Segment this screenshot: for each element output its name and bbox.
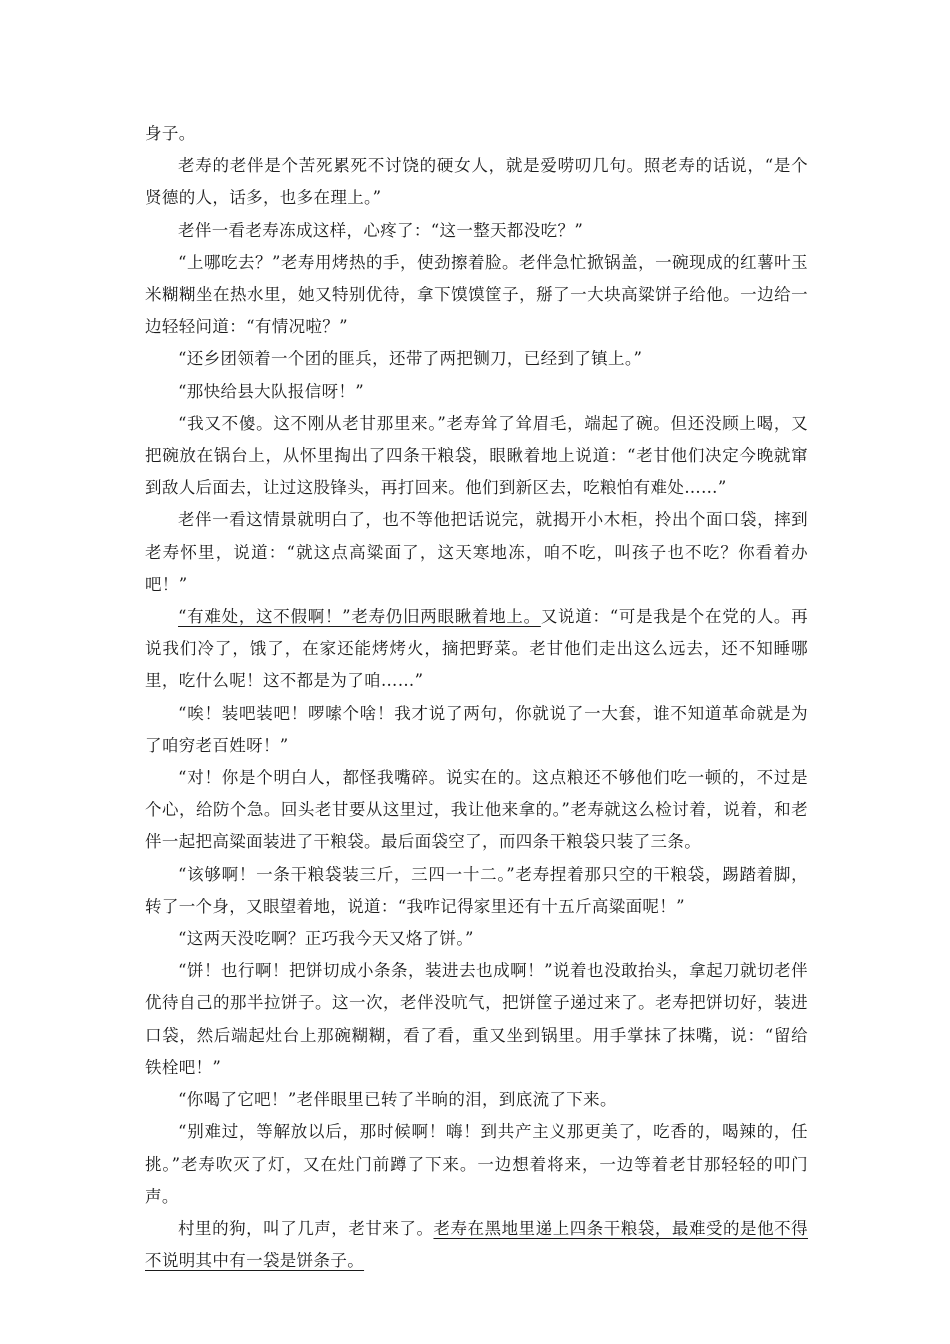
text-segment: 老伴一看这情景就明白了，也不等他把话说完，就揭开小木柜，拎出个面口袋，摔到老寿怀里，说道：“就这点高粱面了，这天寒地冻，咱不吃，叫孩子也不吃？你看着办吧！” bbox=[145, 510, 808, 594]
paragraph bbox=[145, 1116, 808, 1213]
text-segment: “上哪吃去？”老寿用烤热的手，使劲擦着脸。老伴急忙掀锅盖，一碗现成的红薯叶玉米糊糊坐在热水里，她又特别优待，拿下馍馍筐子，掰了一大块高粱饼子给他。一边给一边轻轻问道：“有情况啦？” bbox=[145, 252, 808, 337]
paragraph bbox=[145, 118, 808, 150]
text-segment: 村里的狗，叫了几声，老甘来了。 bbox=[178, 1218, 434, 1238]
underlined-text: “有难处，这不假啊！”老寿仍旧两眼瞅着地上。 bbox=[178, 607, 541, 627]
paragraph bbox=[145, 923, 808, 955]
paragraph bbox=[145, 150, 808, 214]
text-segment: 老伴一看老寿冻成这样，心疼了：“这一整天都没吃？” bbox=[178, 220, 584, 240]
paragraph bbox=[145, 343, 808, 375]
paragraph bbox=[145, 247, 808, 344]
paragraph bbox=[145, 376, 808, 408]
paragraph bbox=[145, 762, 808, 859]
paragraph bbox=[145, 601, 808, 698]
paragraph bbox=[145, 1213, 808, 1277]
paragraph bbox=[145, 1084, 808, 1116]
paragraph bbox=[145, 504, 808, 601]
text-segment: “我又不傻。这不刚从老甘那里来。”老寿耸了耸眉毛，端起了碗。但还没顾上喝，又把碗放在锅台上，从怀里掏出了四条干粮袋，眼瞅着地上说道：“老甘他们决定今晚就窜到敌人后面去，让过这股锋头，再打回来。他们到新区去，吃粮怕有难处……” bbox=[145, 413, 808, 498]
text-segment: “那快给县大队报信呀！” bbox=[178, 381, 365, 401]
text-segment: “这两天没吃啊？正巧我今天又烙了饼。” bbox=[178, 929, 474, 949]
paragraph bbox=[145, 215, 808, 247]
text-segment: 老寿的老伴是个苦死累死不讨饶的硬女人，就是爱唠叨几句。照老寿的话说，“是个贤德的人，话多，也多在理上。” bbox=[145, 156, 808, 208]
text-segment: “唉！装吧装吧！啰嗦个啥！我才说了两句，你就说了一大套，谁不知道革命就是为了咱穷老百姓呀！” bbox=[145, 703, 808, 755]
paragraph bbox=[145, 955, 808, 1084]
paragraph bbox=[145, 408, 808, 505]
text-segment: “饼！也行啊！把饼切成小条条，装进去也成啊！”说着也没敢抬头，拿起刀就切老伴优待自己的那半拉饼子。这一次，老伴没吭气，把饼筐子递过来了。老寿把饼切好，装进口袋，然后端起灶台上那碗糊糊，看了看，重又坐到锅里。用手掌抹了抹嘴，说：“留给铁栓吧！” bbox=[145, 961, 808, 1077]
text-segment: “对！你是个明白人，都怪我嘴碎。说实在的。这点粮还不够他们吃一顿的，不过是个心，给防个急。回头老甘要从这里过，我让他来拿的。”老寿就这么检讨着，说着，和老伴一起把高粱面装进了干粮袋。最后面袋空了，而四条干粮袋只装了三条。 bbox=[145, 768, 808, 852]
text-segment: 又说道：“可是我是个在党的人。再说我们冷了，饿了，在家还能烤烤火，摘把野菜。老甘他们走出这么远去，还不知睡哪里，吃什么呢！这不都是为了咱……” bbox=[145, 607, 808, 691]
text-segment: “别难过，等解放以后，那时候啊！嗨！到共产主义那更美了，吃香的，喝辣的，任挑。”老寿吹灭了灯，又在灶门前蹲了下来。一边想着将来，一边等着老甘那轻轻的叩门声。 bbox=[145, 1122, 808, 1206]
underlined-text: 老寿在黑地里递上四条干粮袋，最难受的是他不得不说明其中有一袋是饼条子。 bbox=[145, 1218, 809, 1271]
text-segment: “你喝了它吧！”老伴眼里已转了半晌的泪，到底流了下来。 bbox=[178, 1090, 617, 1110]
paragraph bbox=[145, 859, 808, 923]
text-segment: 身子。 bbox=[145, 124, 196, 143]
text-segment: “该够啊！一条干粮袋装三斤，三四一十二。”老寿捏着那只空的干粮袋，踢踏着脚，转了一个身，又眼望着地，说道：“我咋记得家里还有十五斤高粱面呢！” bbox=[145, 864, 808, 916]
text-segment: “还乡团领着一个团的匪兵，还带了两把铡刀，已经到了镇上。” bbox=[178, 349, 643, 369]
document-page bbox=[145, 118, 808, 1277]
paragraph bbox=[145, 698, 808, 762]
